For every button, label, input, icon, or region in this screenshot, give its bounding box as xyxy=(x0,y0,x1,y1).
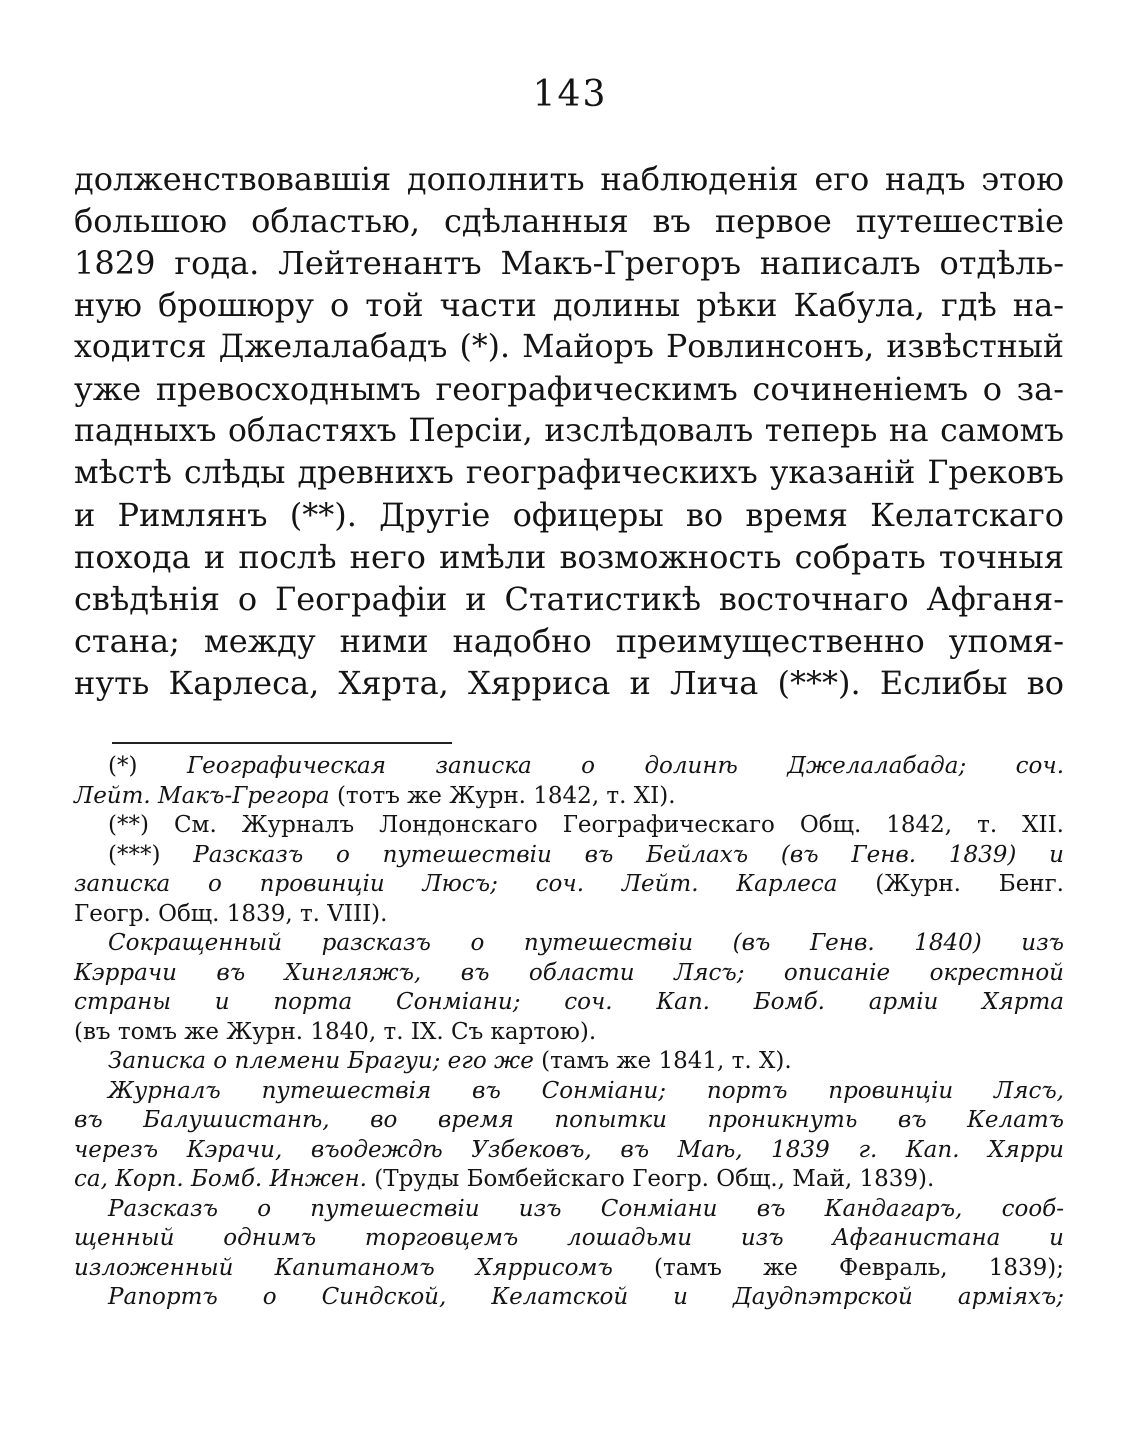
text-line: большою областью, сдѣланныя въ первое путешествіе xyxy=(74,202,1064,240)
text-line: ную брошюру о той части долины рѣки Кабула, гдѣ на- xyxy=(74,286,1064,324)
footnote-line xyxy=(74,782,1064,812)
footnote-italic: черезъ Кэрачи, въодеждѣ Узбековъ, въ Маѣ, 1839 г. Кап. Хярри xyxy=(74,1136,1064,1163)
text-line: мѣстѣ слѣды древнихъ географическихъ указаній Грековъ xyxy=(74,455,1064,491)
footnote-line xyxy=(74,1136,1064,1166)
footnote-italic: въ Балушистанѣ, во время попытки проникнуть въ Келатъ xyxy=(74,1107,1064,1133)
footnote-italic: Разсказъ о путешествіи изъ Сонміани въ Кандагаръ, сооб- xyxy=(108,1195,1064,1222)
footnote-line xyxy=(74,1077,1064,1107)
footnote-italic: Лейт. Макъ-Грегора xyxy=(74,782,330,809)
main-text xyxy=(74,158,1064,704)
footnote-italic: Журналъ путешествія въ Сонміани; портъ провинціи Лясъ, xyxy=(108,1077,1064,1104)
footnote-line xyxy=(74,1224,1064,1254)
footnote-line xyxy=(74,1165,1064,1195)
footnote-italic: Кэррачи въ Хингляжъ, въ области Лясъ; описаніе окрестной xyxy=(74,959,1064,986)
footnote-text: (въ томъ же Журн. 1840, т. IX. Съ картою). xyxy=(74,1018,597,1045)
footnote-marker: (*) xyxy=(108,753,138,779)
footnote-italic: Рапортъ о Синдской, Келатской и Даудпэтрской арміяхъ; xyxy=(108,1284,1064,1310)
text-line: падныхъ областяхъ Персіи, изслѣдовалъ теперь на самомъ xyxy=(74,413,1064,449)
footnote-divider xyxy=(112,742,452,744)
footnote-text: (тамъ же Февраль, 1839); xyxy=(654,1254,1064,1281)
text-line: долженствовавшія дополнить наблюденія его надъ этою xyxy=(74,160,1064,198)
footnote-line xyxy=(74,959,1064,989)
footnote-line xyxy=(74,929,1064,959)
footnote-line xyxy=(74,841,1064,871)
footnote-text: (Журн. Бенг. xyxy=(875,871,1064,897)
footnote-italic: Разсказъ о путешествіи въ Бейлахъ (въ Генв. 1839) и xyxy=(193,841,1064,868)
footnote-marker: (***) xyxy=(108,841,161,868)
footnote-italic: Сокращенный разсказъ о путешествіи (въ Генв. 1840) изъ xyxy=(108,930,1064,956)
text-line: нуть Карлеса, Хярта, Хярриса и Лича (***). Еслибы во xyxy=(74,664,1064,702)
text-line: похода и послѣ него имѣли возможность собрать точныя xyxy=(74,538,1064,576)
footnote-italic: щенный однимъ торговцемъ лошадьми изъ Афганистана и xyxy=(74,1225,1064,1251)
footnote-line xyxy=(74,900,1064,930)
footnote-line xyxy=(74,752,1064,782)
text-line: свѣдѣнія о Географіи и Статистикѣ восточнаго Афганя- xyxy=(74,580,1064,618)
footnote-text: (Труды Бомбейскаго Геогр. Общ., Май, 1839). xyxy=(374,1166,935,1192)
footnotes xyxy=(74,752,1064,1313)
footnote-text: (тотъ же Журн. 1842, т. XI). xyxy=(336,782,676,809)
footnote-line xyxy=(74,1106,1064,1136)
footnote-line xyxy=(74,1047,1064,1077)
text-line: ходится Джелалабадъ (*). Майоръ Ровлинсонъ, извѣстный xyxy=(74,329,1064,365)
text-line: и Римлянъ (**). Другіе офицеры во время Келатскаго xyxy=(74,496,1064,534)
footnote-line xyxy=(74,988,1064,1018)
footnote-line xyxy=(74,1254,1064,1284)
footnote-line xyxy=(74,811,1064,841)
footnote-text: (тамъ же 1841, т. X). xyxy=(541,1048,792,1074)
text-line: уже превосходнымъ географическимъ сочиненіемъ о за- xyxy=(74,370,1064,408)
footnote-marker: (**) xyxy=(108,812,149,838)
text-line: стана; между ними надобно преимущественно упомя- xyxy=(74,622,1064,660)
footnote-italic: са, Корп. Бомб. Инжен. xyxy=(74,1166,367,1192)
footnote-italic: Записка о племени Брагуи; его же xyxy=(108,1048,534,1074)
footnote-italic: записка о провинціи Люсъ; соч. Лейт. Карлеса xyxy=(74,871,838,897)
footnote-line xyxy=(74,1018,1064,1048)
footnote-text: См. Журналъ Лондонскаго Географическаго Общ. 1842, т. XII. xyxy=(173,812,1064,838)
footnote-italic: Географическая записка о долинѣ Джелалабада; соч. xyxy=(186,753,1065,779)
footnote-text: Геогр. Общ. 1839, т. VIII). xyxy=(74,900,388,927)
footnote-line xyxy=(74,870,1064,900)
footnote-line xyxy=(74,1195,1064,1225)
text-line: 1829 года. Лейтенантъ Макъ-Грегоръ написалъ отдѣль- xyxy=(74,244,1064,282)
page-number: 143 xyxy=(532,74,608,115)
footnote-line xyxy=(74,1283,1064,1313)
footnote-italic: изложенный Капитаномъ Хяррисомъ xyxy=(74,1254,613,1281)
footnote-italic: страны и порта Сонміани; соч. Кап. Бомб. арміи Хярта xyxy=(74,989,1064,1015)
